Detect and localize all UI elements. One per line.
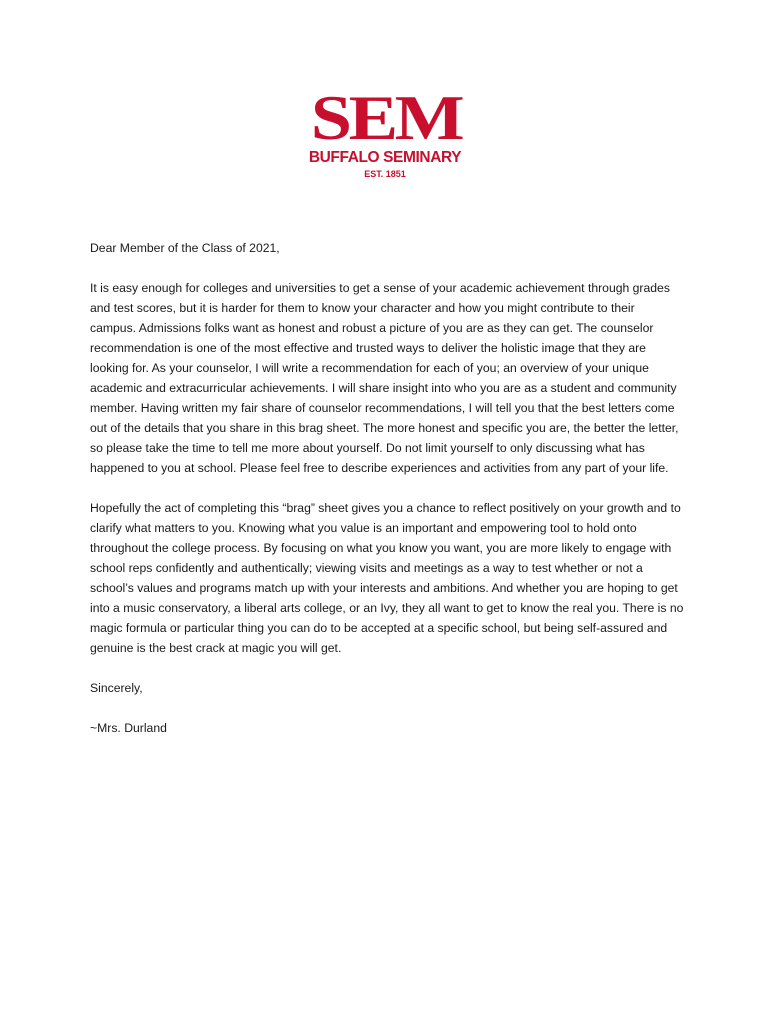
closing: Sincerely,: [90, 681, 143, 695]
letter-body: [90, 238, 684, 758]
logo-mark: SEM: [310, 82, 462, 153]
logo-school-name: BUFFALO SEMINARY: [308, 149, 462, 166]
paragraph-intro: It is easy enough for colleges and universities to get a sense of your academic achievement through grades and test scores, but it is harder for them to know your character and how you might contribute to their campus. Admissions folks want as honest and robust a picture of you are as they can get. The counselor recommendation is one of the most effective and trusted ways to deliver the holistic image that they are looking for. As your counselor, I will write a recommendation for each of you; an overview of your unique academic and extracurricular achievements. I will share insight into who you are as a student and community member. Having written my fair share of counselor recommendations, I will tell you that the best letters come out of the details that you share in this brag sheet. The more honest and specific you are, the better the letter, so please take the time to tell me more about yourself. Do not limit yourself to only discussing what has happened to you at school. Please feel free to describe experiences and activities from any part of your life.: [90, 281, 679, 475]
paragraph-reflection: Hopefully the act of completing this “brag” sheet gives you a chance to reflect positively on your growth and to clarify what matters to you. Knowing what you value is an important and empowering tool to hold onto throughout the college process. By focusing on what you know you want, you are more likely to engage with school reps confidently and authentically; viewing visits and meetings as a way to test whether or not a school’s values and programs match up with your interests and ambitions. And whether you are hoping to get into a music conservatory, a liberal arts college, or an Ivy, they all want to get to know the real you. There is no magic formula or particular thing you can do to be accepted at a specific school, but being self-assured and genuine is the best crack at magic you will get.: [90, 501, 684, 655]
signature: ~Mrs. Durland: [90, 721, 167, 735]
salutation: Dear Member of the Class of 2021,: [90, 241, 280, 255]
logo-established: EST. 1851: [364, 169, 406, 179]
school-logo: [300, 82, 470, 180]
